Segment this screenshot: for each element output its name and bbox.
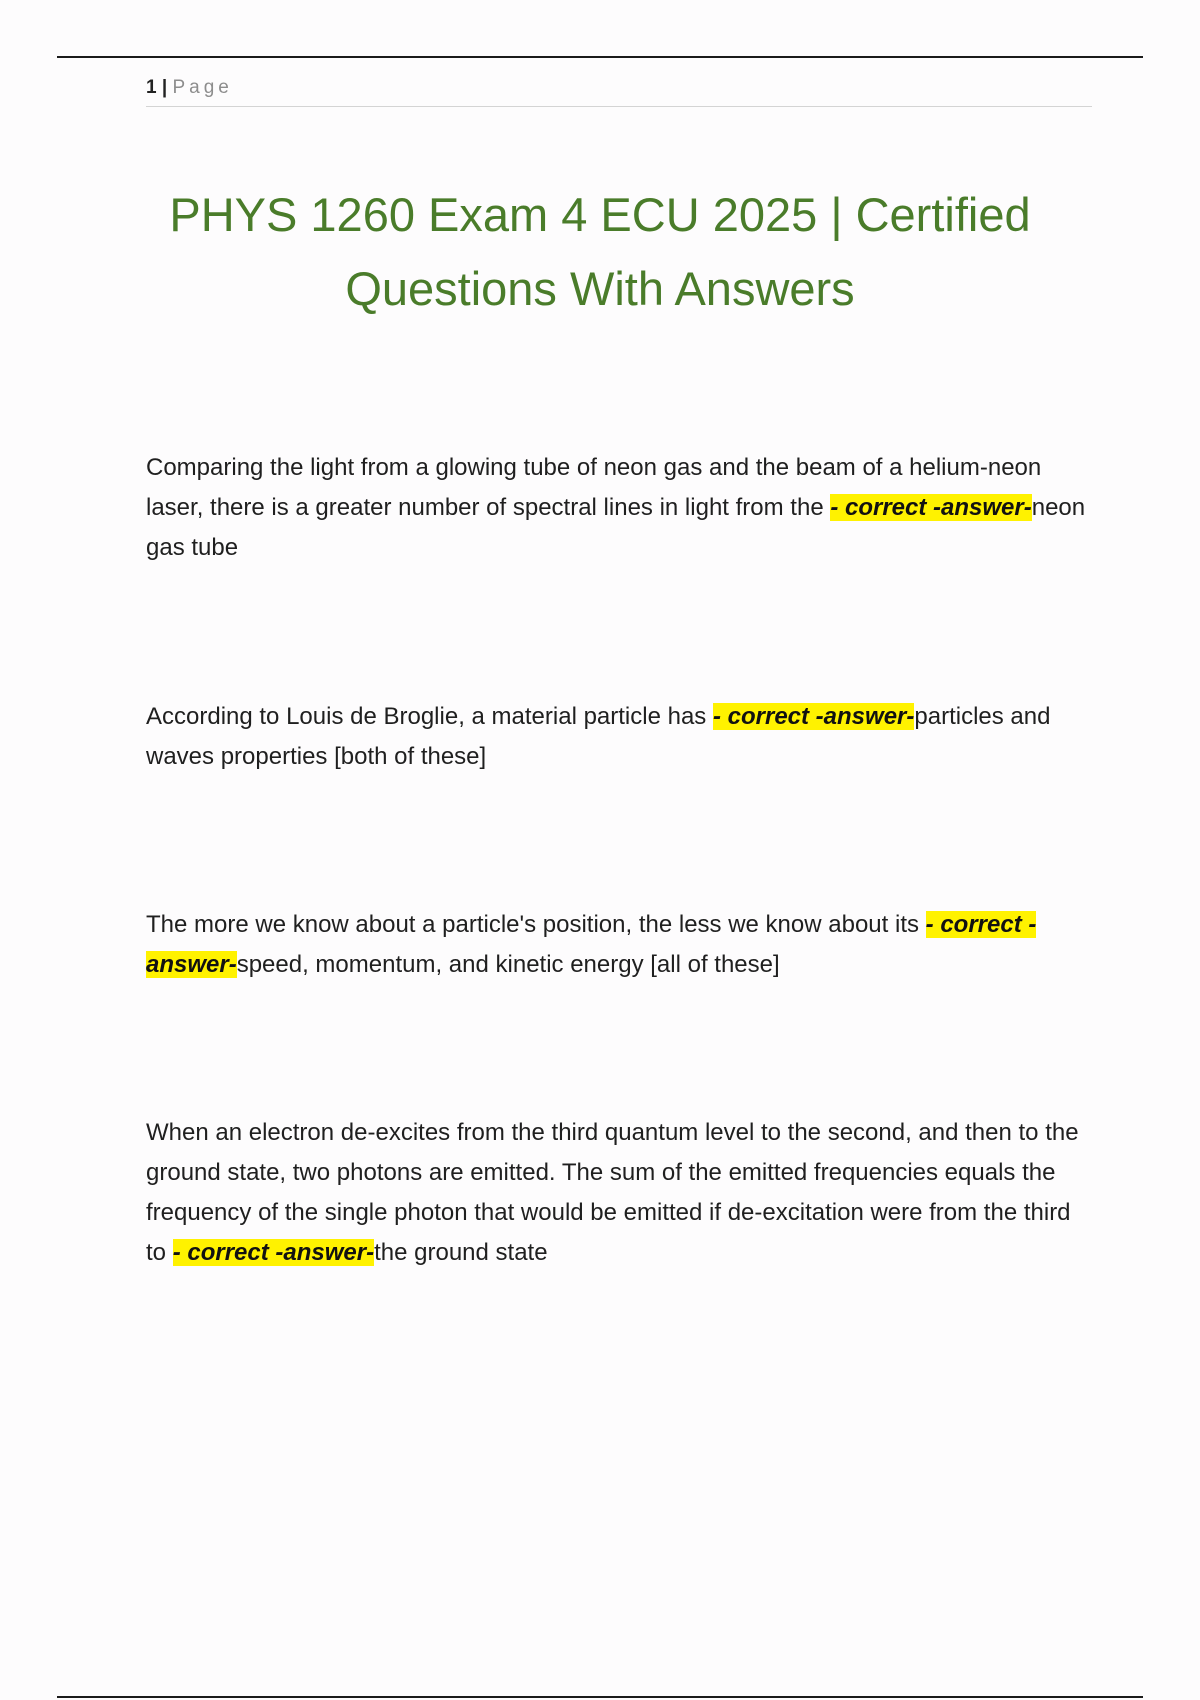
page-separator: | — [161, 77, 168, 98]
bottom-rule — [57, 1696, 1143, 1698]
question-text: The more we know about a particle's position, the less we know about its — [146, 911, 926, 938]
answer-text: the ground state — [374, 1239, 548, 1266]
answer-text: neon gas tube — [146, 494, 1086, 561]
page-number: 1 — [146, 77, 157, 98]
page-label: Page — [172, 77, 233, 98]
question-text: According to Louis de Broglie, a material particle has — [146, 703, 713, 730]
answer-marker: - correct -answer- — [172, 1239, 375, 1266]
document-title: PHYS 1260 Exam 4 ECU 2025 | Certified Questions With Answers — [169, 188, 1031, 315]
answer-text: speed, momentum, and kinetic energy [all of these] — [236, 951, 780, 978]
question-text: Comparing the light from a glowing tube of neon gas and the beam of a helium-neon laser, there is a greater number of spectral lines in light from the — [146, 454, 1042, 521]
answer-marker: - correct -answer- — [830, 494, 1032, 521]
page-header — [146, 74, 1092, 107]
question-item — [146, 448, 1096, 568]
top-rule — [57, 56, 1143, 58]
question-item — [146, 697, 1096, 777]
answer-text: particles and waves properties [both of these] — [146, 703, 1051, 770]
answer-marker: - correct -answer- — [146, 911, 1037, 978]
question-item — [146, 905, 1096, 985]
question-item — [146, 1113, 1096, 1273]
question-text: When an electron de-excites from the third quantum level to the second, and then to the ground state, two photons are emitted. The sum of the emitted frequencies equals the frequency of the single photon that would be emitted if de-excitation were from the third to — [146, 1119, 1079, 1266]
answer-marker: - correct -answer- — [712, 703, 915, 730]
